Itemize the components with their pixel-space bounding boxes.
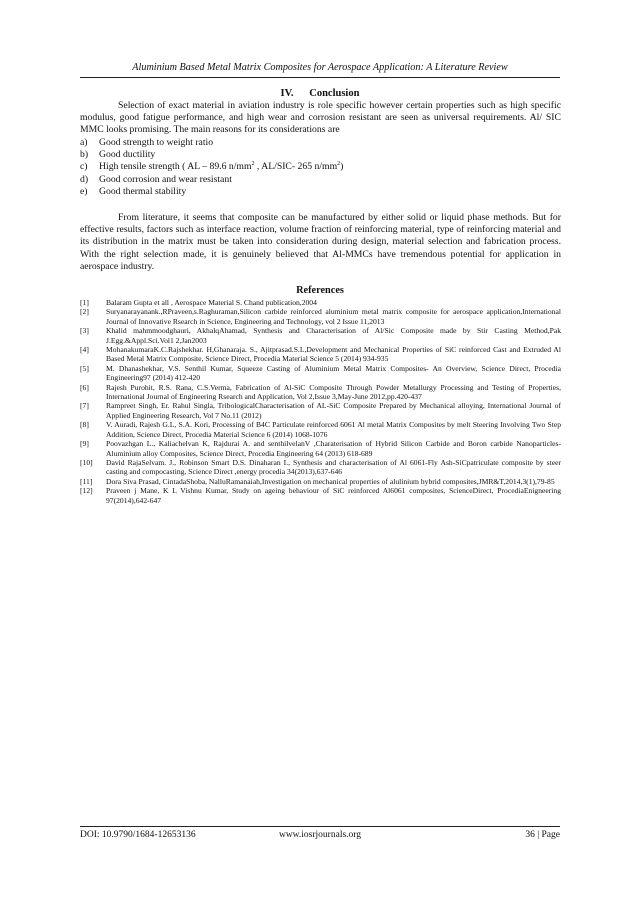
list-item-text: High tensile strength ( AL – 89.6 n/mm — [99, 161, 252, 173]
reference-text: Poovazhgan L., Kaliachelvan K, Rajdurai A. and senthilvelanV ,Charaterisation of Hybrid Silicon Carbide and Boron carbide Nanoparticles-Aluminium alloy Composites, Science Direct, Procedia Engineering 64 (2013) 618-689 — [106, 439, 561, 458]
list-item-text: Good thermal stability — [99, 185, 187, 197]
reference-item — [80, 439, 561, 458]
reference-item — [80, 345, 561, 364]
reference-item — [80, 364, 561, 383]
reference-item — [80, 307, 561, 326]
reference-text: V. Auradi, Rajesh G.L, S.A. Kori, Processing of B4C Particulate reinforced 6061 Al metal Matrix Composites by melt Steering Involving Two Step Addition, Science Direct, Procedia Material Science 6 (2014) 1068-1076 — [106, 420, 561, 439]
list-item — [80, 186, 560, 198]
reference-text: Dora Siva Prasad, CintadaShoba, NalluRamanaiah,Investigation on mechanical properties of alulinium hybrid composites,JMR&T,2014,3(1),79-85 — [106, 476, 555, 486]
conclusion-closing-paragraph — [80, 212, 561, 273]
reference-number: [6] — [80, 382, 89, 392]
list-marker: b) — [80, 149, 89, 161]
footer-journal-url: www.iosrjournals.org — [278, 830, 362, 840]
reference-text: Balaram Gupta et all , Aerospace Material S. Chand publication,2004 — [106, 298, 317, 307]
section-heading — [80, 88, 560, 99]
list-item — [80, 161, 560, 173]
reference-item — [80, 420, 561, 439]
reference-item — [80, 458, 561, 477]
reference-item — [80, 486, 561, 505]
reference-text: Suryanarayanank.,RPraveen,s.Raghuraman,Silicon carbide reinforced aluminium metal matrix composite for aerospace application,International Journal of Innovative Rsearch in Science, Engineering and Technology, vol 2 Issue 11,2013 — [106, 307, 561, 326]
reference-number: [10] — [80, 457, 93, 467]
reference-text: Praveen j Mane, K L Vishnu Kumar, Study on ageing behaviour of SiC reinforced Al6061 composites, ScienceDirect, ProcediaEnigneering 97(2014),642-647 — [106, 486, 561, 505]
reference-item — [80, 326, 561, 345]
list-item-text: Good strength to weight ratio — [99, 137, 214, 148]
references-list — [80, 298, 561, 505]
footer-divider — [80, 826, 560, 827]
list-marker: d) — [80, 173, 89, 185]
reference-text: MohanakumaraK.C.Rajshekhar. H,Ghanaraja. S., Ajitprasad.S.L,Development and Mechanical Properties of SiC reinforced Cast and Extruded Al Based Metal Matrix Composite, Science Direct, Procedia Material Science 5 (2014) 934-935 — [106, 345, 561, 364]
section-number: IV. — [280, 88, 294, 99]
reference-text: Rampreet Singh, Er. Rahul Singla, TribologicalCharacterisation of AL-SiC Composite Prepared by Mechanical alloying, International Journal of Applied Engineering Research, Vol 7 No.11 (2012) — [106, 401, 561, 420]
reference-text: M. Dhanashekhar, V.S. Senthil Kumar, Squeeze Casting of Aluminium Metal Matrix Composites- An Overview, Science Direct, Procedia Engineering97 (2014) 412-420 — [106, 363, 561, 383]
reference-item — [80, 401, 561, 420]
reference-number: [5] — [80, 363, 89, 373]
reference-number: [4] — [80, 345, 89, 355]
list-marker: e) — [80, 185, 88, 197]
reference-text: David RajaSelvam. J., Robinson Smart D.S. Dinaharan I., Synthesis and characterisation of Al 6061-Fly Ash-SiCpatriculate composite by steer casting and compocasting, Science Direct ,energy procedia 34(2013),637-646 — [106, 457, 561, 477]
section-title: Conclusion — [309, 88, 360, 99]
reference-text: Khalid mahmmoodghauri, AkhalqAhamad, Synthesis and Characterisation of Al/Sic Composite made by Stir Casting Method,Pak J.Egg.&Appl.Sci.Vol1 2,Jan2003 — [106, 326, 561, 345]
list-marker: a) — [80, 137, 88, 148]
list-item-text-cont: , AL/SIC- 265 n/mm — [254, 161, 338, 173]
superscript: 2 — [251, 161, 255, 168]
conclusion-intro-paragraph — [80, 100, 561, 137]
conclusion-intro-text: Selection of exact material in aviation industry is role specific however certain properties such as high specific modulus, good fatigue performance, and high wear and corrosion resistant are seen as universal requirements. Al/ SIC MMC looks promising. The main reasons for its considerations are — [80, 100, 561, 136]
conclusion-closing-text: From literature, it seems that composite can be manufactured by either solid or liquid phase methods. But for effective results, factors such as interface reaction, volume fraction of reinforcing material, type of reinforcing material and its distribution in the matrix must be taken into consideration during design, material selection and fabrication process. With the right selection made, it is genuinely believed that Al-MMCs have tremendous potential for application in aerospace industry. — [80, 212, 561, 272]
list-item — [80, 137, 560, 149]
list-marker: c) — [80, 161, 88, 173]
reference-number: [3] — [80, 326, 89, 336]
reference-item — [80, 298, 561, 307]
reference-number: [1] — [80, 298, 89, 307]
reference-number: [9] — [80, 439, 89, 449]
reference-text: Rajesh Purohit, R.S. Rana, C.S.Verma, Fabrication of Al-SiC Composite Through Powder Metallurgy Processing and Testing of Properties, International Journal of Engineering Rsearch and Application, Vol 2,Issue 3,May-June 2012,pp.420-437 — [106, 382, 561, 402]
footer-doi: DOI: 10.9790/1684-12653136 — [80, 830, 196, 840]
list-item-text-end: ) — [340, 161, 344, 173]
superscript: 2 — [337, 161, 341, 168]
running-header-title: Aluminium Based Metal Matrix Composites for Aerospace Application: A Literature Review — [132, 62, 508, 73]
reference-number: [2] — [80, 307, 89, 317]
header-divider — [80, 77, 560, 78]
reasons-list — [80, 137, 560, 198]
reference-number: [12] — [80, 486, 93, 496]
reference-number: [7] — [80, 401, 89, 411]
reference-number: [11] — [80, 476, 93, 486]
list-item — [80, 174, 560, 186]
references-heading: References — [296, 285, 344, 296]
list-item-text: Good corrosion and wear resistant — [99, 173, 232, 185]
list-item-text: Good ductility — [99, 149, 156, 161]
reference-number: [8] — [80, 420, 89, 430]
reference-item — [80, 383, 561, 402]
reference-item — [80, 477, 561, 486]
footer-page-number: 36 | Page — [525, 830, 560, 840]
list-item — [80, 149, 560, 161]
